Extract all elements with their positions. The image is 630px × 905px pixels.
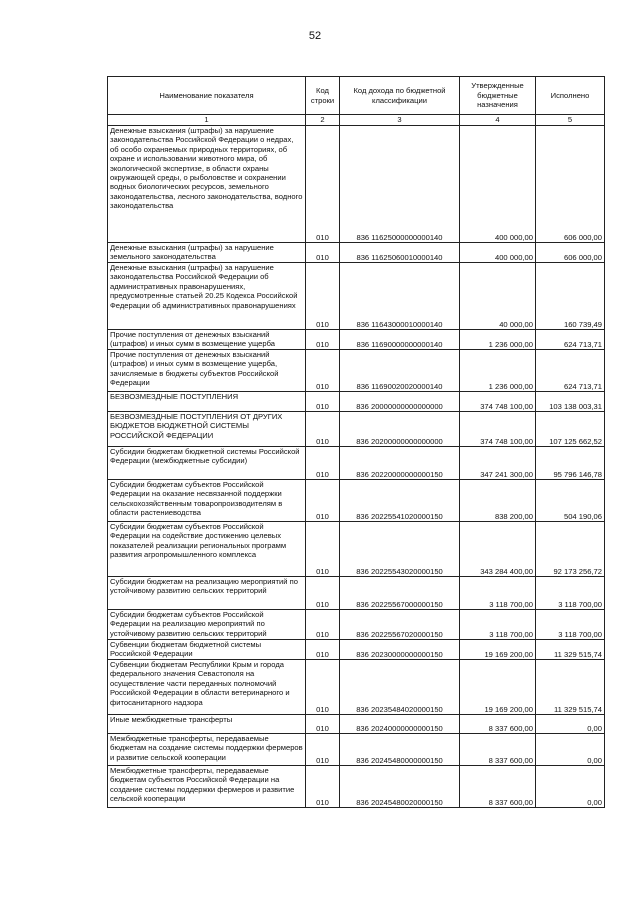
row-line: 010 (306, 610, 340, 640)
row-code: 836 20200000000000000 (340, 412, 460, 447)
row-line: 010 (306, 577, 340, 610)
row-executed: 160 739,49 (536, 263, 605, 330)
row-name: Межбюджетные трансферты, передаваемые бюджетам субъектов Российской Федерации на создание системы поддержки фермеров и развитие сельской кооперации (108, 766, 306, 808)
table-row (108, 522, 605, 577)
header-executed: Исполнено (536, 77, 605, 115)
row-approved: 3 118 700,00 (460, 610, 536, 640)
row-line: 010 (306, 263, 340, 330)
row-line: 010 (306, 447, 340, 480)
row-approved: 3 118 700,00 (460, 577, 536, 610)
row-code: 836 11690000000000140 (340, 330, 460, 350)
header-name: Наименование показателя (108, 77, 306, 115)
row-executed: 504 190,06 (536, 480, 605, 522)
row-approved: 347 241 300,00 (460, 447, 536, 480)
row-executed: 3 118 700,00 (536, 610, 605, 640)
budget-execution-table (107, 76, 605, 808)
row-name: Субсидии бюджетам бюджетной системы Российской Федерации (межбюджетные субсидии) (108, 447, 306, 480)
row-executed: 624 713,71 (536, 330, 605, 350)
row-line: 010 (306, 330, 340, 350)
row-code: 836 20225567020000150 (340, 610, 460, 640)
row-executed: 0,00 (536, 715, 605, 734)
row-line: 010 (306, 243, 340, 263)
header-income-code: Код дохода по бюджетной классификации (340, 77, 460, 115)
row-name: Субсидии бюджетам на реализацию мероприятий по устойчивому развитию сельских территорий (108, 577, 306, 610)
row-code: 836 20225541020000150 (340, 480, 460, 522)
row-code: 836 20235484020000150 (340, 660, 460, 715)
row-name: Прочие поступления от денежных взысканий (штрафов) и иных сумм в возмещение ущерба (108, 330, 306, 350)
row-line: 010 (306, 350, 340, 392)
row-code: 836 20230000000000150 (340, 640, 460, 660)
row-name: Прочие поступления от денежных взысканий (штрафов) и иных сумм в возмещение ущерба, зачисляемые в бюджеты субъектов Российской Федерации (108, 350, 306, 392)
row-approved: 8 337 600,00 (460, 734, 536, 766)
row-approved: 19 169 200,00 (460, 640, 536, 660)
row-name: Субвенции бюджетам бюджетной системы Российской Федерации (108, 640, 306, 660)
table-row (108, 447, 605, 480)
row-code: 836 20225567000000150 (340, 577, 460, 610)
row-name: Субвенции бюджетам Республики Крым и города федерального значения Севастополя на осуществление части переданных полномочий Российской Федерации в области ветеринарного и фитосанитарного надзора (108, 660, 306, 715)
col-number: 2 (306, 115, 340, 126)
row-code: 836 20000000000000000 (340, 392, 460, 412)
row-line: 010 (306, 734, 340, 766)
row-line: 010 (306, 412, 340, 447)
row-line: 010 (306, 640, 340, 660)
row-name: Иные межбюджетные трансферты (108, 715, 306, 734)
row-line: 010 (306, 715, 340, 734)
row-approved: 838 200,00 (460, 480, 536, 522)
row-name: БЕЗВОЗМЕЗДНЫЕ ПОСТУПЛЕНИЯ (108, 392, 306, 412)
row-code: 836 11625060010000140 (340, 243, 460, 263)
row-code: 836 11625000000000140 (340, 126, 460, 243)
row-name: Межбюджетные трансферты, передаваемые бюджетам на создание системы поддержки фермеров и развитие сельской кооперации (108, 734, 306, 766)
row-executed: 624 713,71 (536, 350, 605, 392)
row-executed: 92 173 256,72 (536, 522, 605, 577)
row-executed: 11 329 515,74 (536, 660, 605, 715)
col-number: 3 (340, 115, 460, 126)
row-approved: 1 236 000,00 (460, 350, 536, 392)
row-line: 010 (306, 480, 340, 522)
row-code: 836 20220000000000150 (340, 447, 460, 480)
table-row (108, 350, 605, 392)
row-name: Денежные взыскания (штрафы) за нарушение земельного законодательства (108, 243, 306, 263)
row-name: Денежные взыскания (штрафы) за нарушение законодательства Российской Федерации об административных правонарушениях, предусмотренные статьей 20.25 Кодекса Российской Федерации об административных правонарушениях (108, 263, 306, 330)
row-code: 836 11643000010000140 (340, 263, 460, 330)
row-name: Субсидии бюджетам субъектов Российской Федерации на реализацию мероприятий по устойчивому развитию сельских территорий (108, 610, 306, 640)
row-code: 836 11690020020000140 (340, 350, 460, 392)
row-line: 010 (306, 522, 340, 577)
table-row (108, 330, 605, 350)
row-executed: 103 138 003,31 (536, 392, 605, 412)
row-approved: 19 169 200,00 (460, 660, 536, 715)
row-approved: 374 748 100,00 (460, 392, 536, 412)
row-approved: 374 748 100,00 (460, 412, 536, 447)
table-row (108, 734, 605, 766)
col-number: 5 (536, 115, 605, 126)
row-line: 010 (306, 766, 340, 808)
row-executed: 606 000,00 (536, 126, 605, 243)
row-code: 836 20240000000000150 (340, 715, 460, 734)
row-approved: 40 000,00 (460, 263, 536, 330)
row-name: БЕЗВОЗМЕЗДНЫЕ ПОСТУПЛЕНИЯ ОТ ДРУГИХ БЮДЖЕТОВ БЮДЖЕТНОЙ СИСТЕМЫ РОССИЙСКОЙ ФЕДЕРАЦИИ (108, 412, 306, 447)
row-line: 010 (306, 660, 340, 715)
row-executed: 3 118 700,00 (536, 577, 605, 610)
table-row (108, 126, 605, 243)
row-code: 836 20245480020000150 (340, 766, 460, 808)
row-approved: 343 284 400,00 (460, 522, 536, 577)
row-executed: 95 796 146,78 (536, 447, 605, 480)
col-number: 1 (108, 115, 306, 126)
table-row (108, 263, 605, 330)
row-approved: 400 000,00 (460, 126, 536, 243)
table-row (108, 715, 605, 734)
row-executed: 107 125 662,52 (536, 412, 605, 447)
table-row (108, 392, 605, 412)
row-name: Субсидии бюджетам субъектов Российской Федерации на содействие достижению целевых показателей реализации региональных программ развития агропромышленного комплекса (108, 522, 306, 577)
table-row (108, 766, 605, 808)
row-line: 010 (306, 392, 340, 412)
row-approved: 8 337 600,00 (460, 715, 536, 734)
header-approved: Утвержденные бюджетные назначения (460, 77, 536, 115)
row-code: 836 20225543020000150 (340, 522, 460, 577)
row-approved: 1 236 000,00 (460, 330, 536, 350)
table-row (108, 640, 605, 660)
row-approved: 400 000,00 (460, 243, 536, 263)
row-executed: 606 000,00 (536, 243, 605, 263)
row-code: 836 20245480000000150 (340, 734, 460, 766)
header-row-code: Код строки (306, 77, 340, 115)
row-name: Субсидии бюджетам субъектов Российской Федерации на оказание несвязанной поддержки сельскохозяйственным товаропроизводителям в области растениеводства (108, 480, 306, 522)
row-executed: 0,00 (536, 734, 605, 766)
row-name: Денежные взыскания (штрафы) за нарушение законодательства Российской Федерации о недрах, об особо охраняемых природных территориях, об охране и использовании животного мира, об экологической экспертизе, в области охраны окружающей среды, о рыболовстве и сохранении водных биологических ресурсов, земельного законодательства, лесного законодательства, водного законодательства (108, 126, 306, 243)
table-row (108, 660, 605, 715)
table-row (108, 577, 605, 610)
table-row (108, 610, 605, 640)
col-number: 4 (460, 115, 536, 126)
row-approved: 8 337 600,00 (460, 766, 536, 808)
table-row (108, 412, 605, 447)
table-row (108, 243, 605, 263)
row-executed: 11 329 515,74 (536, 640, 605, 660)
page-number: 52 (308, 30, 322, 42)
row-line: 010 (306, 126, 340, 243)
table-row (108, 480, 605, 522)
row-executed: 0,00 (536, 766, 605, 808)
